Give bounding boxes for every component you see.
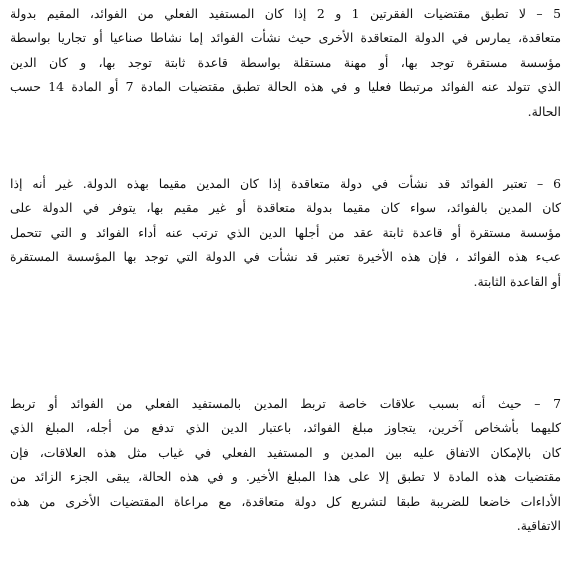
paragraph-7: [10, 392, 561, 538]
text-line: 7 – حيث أنه بسبب علاقات خاصة تربط المدين بالمستفيد الفعلي من الفوائد أو تربط: [10, 396, 561, 411]
text-line: الاتفاقية.: [516, 517, 561, 533]
text-line: كليهما بأشخاص آخرين، يتجاوز مبلغ الفوائد، باعتبار الدين الذي تدفع من أجله، المبلغ الذي: [10, 420, 561, 436]
text-line: كان بالإمكان الاتفاق عليه بين المدين و المستفيد الفعلي في غياب مثل هذه العلاقات، فإن: [10, 444, 561, 460]
text-line: مؤسسة مستقرة أو قاعدة ثابتة عقد من أجلها الدين الذي ترتب عنه أداء الفوائد و التي تتحمل: [10, 224, 561, 240]
text-line: متعاقدة، يمارس في الدولة المتعاقدة الأخرى حيث نشأت الفوائد إما نشاطا صناعيا أو تجاريا بواسطة: [10, 30, 561, 46]
text-line: كان المدين بالفوائد، سواء كان مقيما بدولة متعاقدة أو غير مقيم بها، يتوفر في الدولة على: [10, 200, 561, 216]
text-line: الذي تتولد عنه الفوائد مرتبطا فعليا و في هذه الحالة تطبق مقتضيات المادة 7 أو المادة 14 حسب: [10, 79, 561, 95]
text-line: الأداءات خاضعا للضريبة طبقا لتشريع كل دولة متعاقدة، مع مراعاة المقتضيات الأخرى من هذه: [10, 493, 561, 509]
text-line: 5 – لا تطبق مقتضيات الفقرتين 1 و 2 إذا كان المستفيد الفعلي من الفوائد، المقيم بدولة: [10, 6, 561, 21]
text-line: مؤسسة مستقرة توجد بها، أو مهنة مستقلة بواسطة قاعدة ثابتة توجد بها، و كان الدين: [10, 54, 561, 70]
text-line: عبء هذه الفوائد ، فإن هذه الأخيرة تعتبر قد نشأت في الدولة التي توجد بها المؤسسة المستقرة: [10, 249, 561, 265]
text-line: مقتضيات هذه المادة لا تطبق إلا على هذا المبلغ الأخير. و في هذه الحالة، يبقى الجزء الزائد من: [10, 469, 561, 485]
text-line: أو القاعدة الثابتة.: [473, 273, 561, 289]
paragraph-5: [10, 2, 561, 124]
paragraph-6: [10, 172, 561, 294]
text-line: 6 – تعتبر الفوائد قد نشأت في دولة متعاقدة إذا كان المدين مقيما بهذه الدولة. غير أنه إذا: [10, 176, 561, 191]
text-line: الحالة.: [527, 103, 561, 119]
